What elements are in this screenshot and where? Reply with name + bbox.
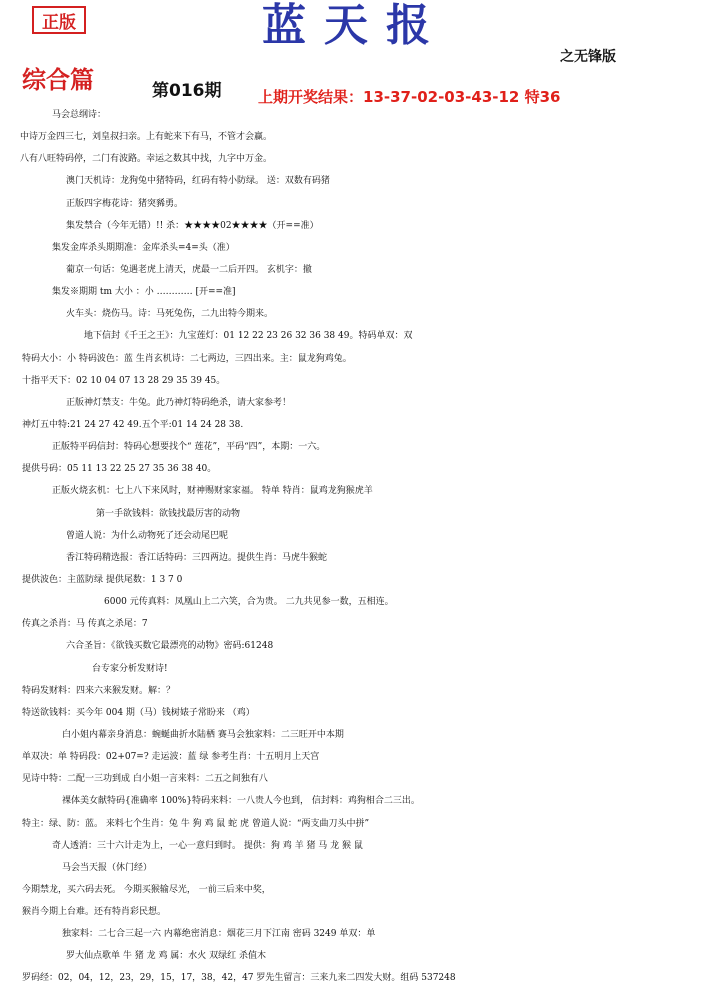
text-line: 集发禁合（今年无错）!! 杀：★★★★02★★★★（开==准） [66,220,319,231]
text-line: 独家料：二七合三起一六 内幕绝密消息：烟花三月下江南 密码 3249 单双：单 [62,929,376,940]
last-result: 上期开奖结果：13-37-02-03-43-12 特36 [258,88,561,106]
text-line: 神灯五中特:21 24 27 42 49.五个平:01 14 24 28 38. [22,419,244,430]
text-line: 中诗万金四三七，刘皇叔扫亲。上有蛇来下有马，不管才会赢。 [20,132,273,143]
text-line: 今期禁龙，买六码去死。 今期买猴输尽光， 一前三后来中奖， [22,884,271,895]
text-line: 八有八旺特码停，二门有波路。幸运之数其中找，九字中万金。 [20,154,273,165]
text-line: 罗大仙点歌单 牛 猪 龙 鸡 属：水火 双绿红 杀值木 [66,951,267,962]
text-line: 特码大小：小 特码波色：蓝 生肖玄机诗：二七两边，三四出来。主：鼠龙狗鸡兔。 [22,353,352,364]
text-line: 裸体美女献特码{准确率 100%}特码来料：一八贵人今也到， 信封料：鸡狗相合二三出。 [62,796,420,807]
text-line: 曾道人说：为什么动物死了还会动尾巴呢 [66,530,229,541]
text-line: 提供号码：05 11 13 22 25 27 35 36 38 40。 [22,464,217,475]
text-line: 地下信封《千王之王》：九宝莲灯：01 12 22 23 26 32 36 38 49。特码单双：双 [84,331,413,342]
text-line: 单双决：单 特码段：02+07=? 走运波：蓝 绿 参考生肖：十五明月上天宫 [22,752,320,763]
text-line: 第一手欲钱料：欲钱找最厉害的动物 [96,508,241,519]
text-line: 澳门天机诗：龙狗兔中猪特码，红码有特小防绿。 送：双数有码猪 [66,176,330,187]
text-line: 马会当天报（休门经） [62,862,153,873]
text-line: 提供波色：主蓝防绿 提供尾数：1 3 7 0 [22,574,183,585]
text-line: 正版四字梅花诗：猪突豨勇。 [66,198,184,209]
edition-stamp: 正版 [32,6,86,34]
text-line: 葡京一句话：兔遇老虎上清天，虎最一二后开四。 玄机字：撤 [66,264,312,275]
edition-label: 之无锋版 [560,49,616,65]
text-line: 传真之杀肖：马 传真之杀尾：7 [22,619,148,630]
text-line: 正版特平码信封：特码心想要找个“ 莲花”，平码“四”，本期：一六。 [52,442,326,453]
text-line: 六合圣旨：《欲钱买数它最漂亮的动物》密码:61248 [66,641,274,652]
text-line: 罗码经：02，04，12，23，29，15，17，38，42，47 罗先生留言：三来九来二四发大财。组码 537248 [22,973,456,984]
text-line: 白小姐内幕亲身消息：蜿蜒曲折水陆栖 赛马会独家料：二三旺开中本期 [62,729,344,740]
text-line: 见诗中特：二配一三功到成 白小姐一言来料：二五之间独有八 [22,774,268,785]
text-line: 火车头：烧伤马。诗：马死兔伤，二九出特今期来。 [66,309,274,320]
text-line: 台专家分析发财诗! [92,663,168,674]
text-line: 集发金库杀头期期准：金库杀头=4=头（准） [52,242,235,253]
issue-number: 第016期 [152,81,222,101]
text-line: 特码发财料：四来六来猴发财。解：？ [22,685,176,696]
text-line: 6000 元传真料：凤凰山上二六笑，合为贵。 二九共见参一数，五相连。 [104,597,394,608]
text-line: 正版火烧玄机：七上八下来风时，财神赐财家家福。 特单 特肖：鼠鸡龙狗猴虎羊 [52,486,373,497]
text-line: 猴肖今期上台难。还有特肖彩民想。 [22,907,167,918]
text-line: 马会总纲诗： [52,110,107,120]
article-body [0,104,714,990]
text-line: 特送欲钱料：买今年 004 期（马）钱树婊子常盼来 （鸡） [22,707,255,718]
text-line: 特主：绿、防：蓝。 来料七个生肖：兔 牛 狗 鸡 鼠 蛇 虎 曾道人说：“两支曲刀头中拼” [22,818,370,829]
text-line: 香江特码精选报：香江话特码：三四两边。提供生肖：马虎牛猴蛇 [66,552,328,563]
newspaper-title: 蓝天报 [262,0,448,51]
text-line: 奇人透消：三十六计走为上，一心一意归到时。 提供：狗 鸡 羊 猪 马 龙 猴 鼠 [52,840,363,851]
text-line: 正版神灯禁支：牛兔。此乃神灯特码绝杀，请大家参考！ [66,397,292,408]
text-line: 集发※期期 tm 大小 ：小 ………… [开==准] [52,287,236,298]
text-line: 十指平天下：02 10 04 07 13 28 29 35 39 45。 [22,375,226,386]
section-heading: 综合篇 [22,65,94,94]
